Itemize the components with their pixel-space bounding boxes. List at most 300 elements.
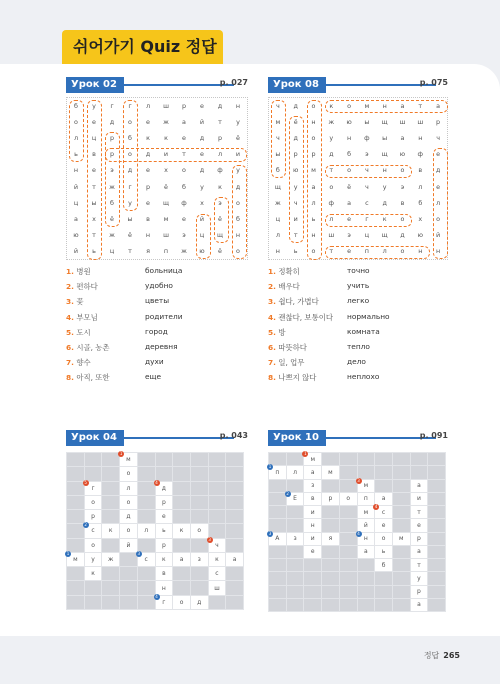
crossword-cell [411,493,428,505]
grid-letter: ё [128,230,132,239]
crossword-blank [304,572,321,584]
crossword-cell [173,553,190,566]
crossword-blank [226,539,243,552]
grid-letter: д [217,102,223,111]
crossword-blank [138,567,155,580]
grid-letter: о [329,182,334,191]
crossword-blank [209,510,226,523]
crossword-blank [322,453,339,465]
grid-letter: а [400,102,405,111]
crossword-blank [209,482,226,495]
answer-number: 7. [268,358,276,368]
answer-korean: 괜찮다, 보통이다 [278,312,333,322]
clue-number-badge: 4 [374,504,378,509]
lesson-label: Урок 02 [66,77,124,93]
grid-letter: х [200,198,204,207]
crossword-cell [304,533,321,545]
crossword-letter: о [346,495,350,503]
answer-korean: 편하다 [76,282,98,292]
crossword-blank [375,466,392,478]
crossword-cell [287,466,304,478]
crossword-cell [156,567,173,580]
clue-number-badge: 3 [208,536,211,542]
grid-letter: д [109,118,115,127]
crossword-blank [269,519,286,531]
grid-letter: х [92,214,96,223]
crossword-letter: о [126,527,131,535]
crossword-letter: а [232,556,237,564]
crossword-letter: к [162,556,166,564]
crossword-cell [322,533,339,545]
grid-letter: р [109,150,115,159]
page-footer [424,650,460,661]
crossword-letter: р [161,541,166,549]
crossword-blank [156,453,173,466]
grid-letter: у [200,182,204,191]
grid-letter: й [199,214,205,223]
answer-korean: 방 [278,327,286,337]
crossword-blank [67,453,84,466]
crossword-blank [375,453,392,465]
grid-letter: д [435,166,441,175]
grid-letter: ж [109,182,115,191]
answer-row [268,312,468,322]
grid-letter: р [293,150,298,159]
crossword-blank [209,524,226,537]
grid-letter: г [128,102,132,111]
crossword-blank [173,539,190,552]
grid-letter: р [311,150,316,159]
page-ref: p. 027 [219,78,248,87]
grid-letter: э [400,182,405,191]
answer-row [268,372,468,382]
grid-letter: ч [365,182,369,191]
crossword-blank [120,567,137,580]
crossword-blank [191,467,208,480]
crossword-blank [287,572,304,584]
grid-letter: й [73,246,79,255]
crossword-letter: п [275,468,280,476]
answer-row [268,327,468,337]
crossword-cell [209,553,226,566]
clue-number-badge: 1 [66,550,70,556]
grid-letter: т [182,150,186,159]
crossword-cell [137,550,155,566]
grid-letter: ф [217,166,223,175]
crossword-blank [85,453,102,466]
crossword-letter: ь [381,548,386,556]
grid-letter: о [311,134,316,143]
crossword-letter: с [381,508,386,516]
grid-letter: р [181,102,187,111]
crossword-letter: м [73,556,78,564]
crossword-blank [393,493,410,505]
crossword-letter: й [363,521,368,529]
grid-letter: г [128,182,132,191]
crossword-blank [358,466,375,478]
grid-letter: м [275,118,281,127]
clue-number-badge: 4 [155,479,158,485]
crossword-letter: л [126,484,131,492]
answer-russian: дело [347,357,366,367]
crossword-letter: о [126,470,131,478]
crossword-blank [67,467,84,480]
crossword-blank [173,496,190,509]
crossword-blank [340,586,357,598]
grid-letter: д [293,102,298,111]
crossword-letter: л [293,468,297,476]
crossword-blank [138,453,155,466]
grid-letter: д [199,134,205,143]
crossword-cell [120,467,137,480]
answer-russian: еще [145,372,162,382]
answer-row [66,296,266,306]
answer-number: 6. [66,343,74,352]
crossword-cell [411,519,428,531]
crossword-letter: м [328,468,333,476]
crossword-letter: я [328,535,333,543]
crossword-blank [67,482,84,495]
crossword-blank [322,480,339,492]
crossword-grid-10 [268,452,446,612]
crossword-blank [428,559,445,571]
grid-letter: е [146,198,150,207]
crossword-blank [102,539,119,552]
grid-letter: д [293,134,298,143]
crossword-blank [138,539,155,552]
grid-letter: м [364,102,370,111]
answer-number: 3. [66,297,74,307]
crossword-cell [411,599,428,611]
crossword-blank [191,581,208,594]
grid-letter: д [145,150,151,159]
clue-number-badge: 4 [357,530,360,536]
crossword-letter: й [126,541,131,549]
answer-russian: родители [145,311,183,321]
grid-letter: у [293,182,298,191]
answer-number: 6. [268,343,276,352]
crossword-blank [322,599,339,611]
crossword-letter: и [310,535,315,543]
crossword-letter: д [161,484,166,492]
grid-letter: д [199,166,205,175]
answer-korean: 도시 [76,327,91,337]
grid-letter: м [311,166,316,175]
answer-russian: духи [145,357,164,367]
answer-korean: 부모님 [76,312,98,322]
crossword-cell [84,479,102,495]
crossword-cell [209,567,226,580]
crossword-letter: р [91,513,95,521]
crossword-cell [156,553,173,566]
grid-letter: а [400,134,405,143]
answer-number: 5. [66,327,74,337]
crossword-cell [269,466,286,478]
grid-letter: р [436,118,441,127]
answer-russian: комната [347,326,380,336]
crossword-cell [358,546,375,558]
grid-letter: е [182,134,186,143]
grid-letter: ш [417,118,424,127]
grid-letter: б [418,198,423,207]
crossword-blank [102,453,119,466]
crossword-letter: ь [162,527,166,535]
crossword-letter: н [161,584,166,592]
crossword-letter: г [91,484,95,492]
crossword-cell [287,533,304,545]
grid-letter: о [236,246,240,255]
crossword-blank [340,480,357,492]
answer-korean: 따뜻하다 [278,343,307,352]
grid-letter: ф [364,134,370,143]
crossword-cell [155,593,173,609]
crossword-cell [138,524,155,537]
crossword-blank [428,506,445,518]
crossword-blank [393,480,410,492]
crossword-blank [173,453,190,466]
answer-korean: 배우다 [278,282,300,292]
grid-letter: о [436,214,441,223]
crossword-cell [411,572,428,584]
crossword-blank [411,453,428,465]
grid-letter: ц [109,246,115,255]
crossword-cell [102,524,119,537]
grid-letter: ж [328,118,335,127]
crossword-blank [375,480,392,492]
crossword-cell [156,510,173,523]
grid-letter: е [200,150,204,159]
crossword-blank [375,586,392,598]
crossword-blank [120,553,137,566]
crossword-letter: и [310,508,315,516]
crossword-blank [340,572,357,584]
clue-number-badge: 1 [268,464,272,470]
crossword-letter: с [91,527,95,535]
crossword-cell [358,506,375,518]
crossword-blank [209,496,226,509]
grid-letter: т [92,182,96,191]
crossword-cell [268,530,286,545]
grid-letter: о [182,166,186,175]
crossword-letter: к [91,570,95,578]
grid-letter: т [418,102,423,111]
crossword-cell [375,546,392,558]
crossword-cell [411,559,428,571]
crossword-letter: л [144,527,149,535]
crossword-letter: н [310,521,315,529]
grid-letter: о [311,246,316,255]
crossword-blank [393,546,410,558]
crossword-letter: р [417,588,421,596]
crossword-cell [156,524,173,537]
grid-letter: т [329,246,334,255]
crossword-cell [411,533,428,545]
answer-row [268,266,468,276]
answer-row [66,342,266,352]
grid-letter: н [145,230,151,239]
lesson-header-08 [268,77,448,93]
crossword-cell [304,519,321,531]
crossword-letter: у [417,574,421,582]
grid-letter: ц [199,230,205,239]
crossword-blank [191,482,208,495]
grid-letter: ч [436,134,440,143]
crossword-cell [120,496,137,509]
crossword-cell [375,506,392,518]
grid-letter: б [182,182,186,191]
crossword-cell [120,524,137,537]
crossword-cell [322,466,339,478]
answer-number: 5. [268,327,276,337]
grid-letter: л [436,198,441,207]
crossword-blank [102,496,119,509]
grid-letter: о [128,118,132,127]
grid-letter: л [73,134,79,143]
crossword-cell [156,581,173,594]
crossword-letter: а [417,548,421,556]
grid-letter: у [382,182,387,191]
grid-letter: ж [163,118,169,127]
grid-letter: ш [328,230,335,239]
grid-letter: л [311,198,316,207]
crossword-letter: с [215,570,219,578]
clue-number-badge: 5 [84,479,87,485]
grid-letter: э [347,230,351,239]
crossword-blank [322,519,339,531]
crossword-blank [67,581,84,594]
grid-letter: ц [91,134,97,143]
lesson-label: Урок 08 [268,77,326,93]
crossword-blank [226,596,243,609]
crossword-letter: д [197,598,202,606]
crossword-letter: у [91,556,95,564]
answer-number: 1. [66,267,74,276]
crossword-blank [428,572,445,584]
crossword-cell [411,586,428,598]
grid-letter: л [275,230,280,239]
crossword-blank [287,599,304,611]
grid-letter: ё [110,214,114,223]
crossword-letter: д [126,513,131,521]
grid-letter: ю [73,230,79,239]
grid-letter: л [382,246,387,255]
crossword-blank [209,467,226,480]
crossword-letter: а [310,468,315,476]
crossword-blank [340,453,357,465]
grid-letter: м [163,214,169,223]
crossword-cell [191,524,208,537]
grid-letter: ш [163,230,169,239]
answer-number: 4. [268,312,276,322]
wordsearch-grid-08 [268,97,448,260]
grid-letter: д [127,166,133,175]
grid-letter: н [275,246,280,255]
grid-letter: т [128,246,132,255]
crossword-blank [287,519,304,531]
grid-letter: г [110,102,114,111]
grid-letter: е [146,118,150,127]
crossword-blank [102,510,119,523]
crossword-cell [304,480,321,492]
grid-letter: н [418,246,423,255]
grid-letter: ь [74,150,78,159]
crossword-blank [173,581,190,594]
crossword-blank [393,559,410,571]
grid-letter: б [74,102,78,111]
grid-letter: е [92,118,96,127]
crossword-cell [209,581,226,594]
grid-letter: о [311,102,316,111]
grid-letter: е [200,102,204,111]
grid-letter: ь [92,246,96,255]
crossword-letter: а [381,495,386,503]
answer-row [268,296,468,306]
crossword-blank [375,572,392,584]
crossword-blank [287,559,304,571]
answer-row [66,312,266,322]
crossword-cell [191,596,208,609]
crossword-cell [226,553,243,566]
answer-row [268,357,468,367]
grid-letter: о [400,166,405,175]
crossword-letter: о [91,498,95,506]
grid-letter: в [400,198,405,207]
crossword-letter: с [144,556,148,564]
clue-number-badge: 1 [119,451,123,456]
grid-letter: б [110,198,114,207]
crossword-cell [85,553,102,566]
grid-letter: а [436,102,441,111]
grid-letter: э [218,198,222,207]
grid-letter: ч [276,134,280,143]
grid-letter: т [218,118,222,127]
crossword-blank [287,480,304,492]
answer-russian: город [145,326,168,336]
grid-letter: о [400,214,405,223]
answer-russian: неплохо [347,372,380,382]
answer-number: 2. [66,282,74,292]
page-ref: p. 091 [419,431,448,440]
crossword-letter: т [417,508,421,516]
answer-row [66,266,266,276]
crossword-blank [191,453,208,466]
crossword-letter: а [364,548,368,556]
grid-letter: т [329,166,334,175]
crossword-blank [393,572,410,584]
grid-letter: я [146,246,150,255]
grid-letter: ё [218,214,222,223]
crossword-letter: м [363,508,369,516]
grid-letter: у [236,166,240,175]
grid-letter: й [199,118,205,127]
grid-letter: п [163,246,169,255]
answer-korean: 일, 업무 [278,358,305,368]
grid-letter: ф [181,198,187,207]
crossword-cell [375,519,392,531]
grid-letter: й [73,182,79,191]
grid-letter: ё [236,134,240,143]
crossword-blank [322,586,339,598]
crossword-letter: м [310,455,315,463]
grid-letter: э [110,166,114,175]
crossword-blank [269,493,286,505]
grid-letter: э [182,230,186,239]
answer-number: 8. [66,373,74,383]
answer-russian: удобно [145,281,173,291]
crossword-cell [155,479,173,495]
answer-korean: 시골, 농촌 [76,343,110,352]
grid-letter: е [182,214,186,223]
